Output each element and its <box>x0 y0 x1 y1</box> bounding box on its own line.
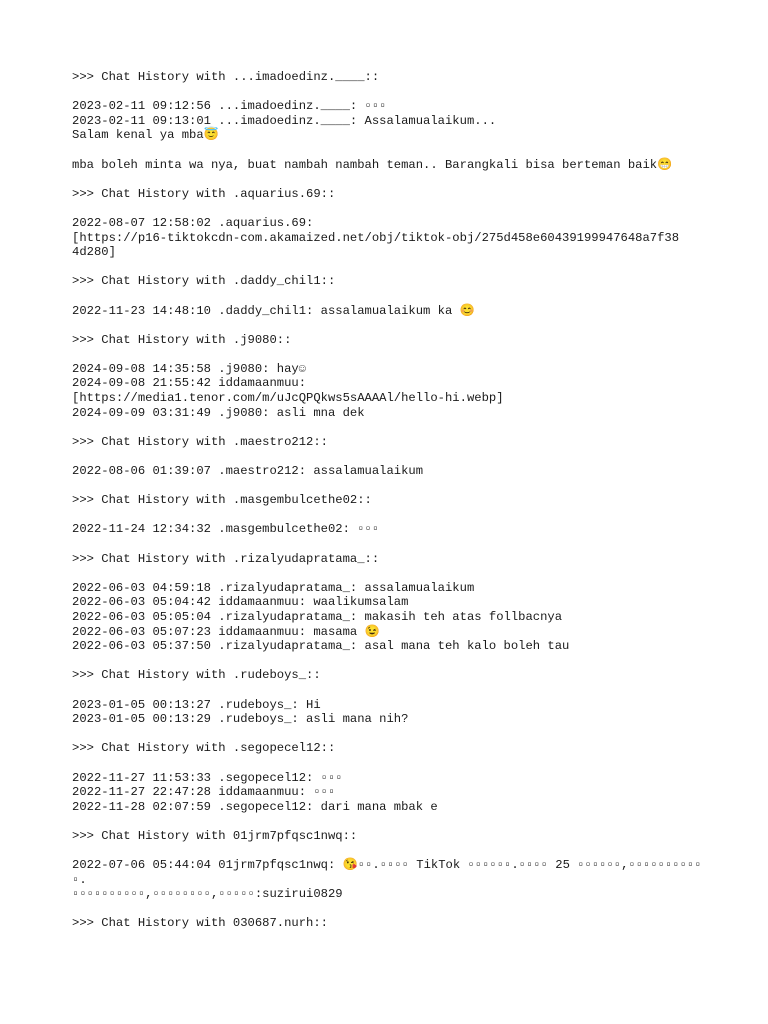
chat-history-document <box>72 70 712 931</box>
chat-line: 2022-06-03 05:37:50 .rizalyudapratama_: asal mana teh kalo boleh tau <box>72 639 570 654</box>
section-header: >>> Chat History with .maestro212:: <box>72 434 328 449</box>
chat-line: 2023-01-05 00:13:29 .rudeboys_: asli mana nih? <box>72 712 409 727</box>
section-header: >>> Chat History with ...imadoedinz.____:: <box>72 70 380 84</box>
chat-line: 2022-11-28 02:07:59 .segopecel12: dari mana mbak e <box>72 799 438 814</box>
chat-line: 2024-09-08 21:55:42 iddamaanmuu: <box>72 376 307 391</box>
chat-line: Salam kenal ya mba😇 <box>72 128 219 143</box>
section-header: >>> Chat History with 030687.nurh:: <box>72 916 328 931</box>
section-header: >>> Chat History with .j9080:: <box>72 332 292 347</box>
section-header: >>> Chat History with .rudeboys_:: <box>72 668 321 683</box>
section-header: >>> Chat History with .aquarius.69:: <box>72 186 336 201</box>
chat-line: 2023-02-11 09:13:01 ...imadoedinz.____: Assalamualaikum... <box>72 113 497 128</box>
chat-line: 2022-11-23 14:48:10 .daddy_chil1: assalamualaikum ka 😊 <box>72 303 475 318</box>
section-header: >>> Chat History with .segopecel12:: <box>72 741 336 756</box>
section-header: >>> Chat History with .rizalyudapratama_:: <box>72 551 380 566</box>
chat-line: ▫▫▫▫▫▫▫▫▫▫,▫▫▫▫▫▫▫▫,▫▫▫▫▫:suzirui0829 <box>72 887 343 902</box>
chat-line: 2022-11-24 12:34:32 .masgembulcethe02: ▫▫▫ <box>72 522 380 537</box>
section-header: >>> Chat History with .daddy_chil1:: <box>72 274 336 289</box>
chat-line: [https://p16-tiktokcdn-com.akamaized.net/obj/tiktok-obj/275d458e60439199947648a7f38 <box>72 230 680 245</box>
chat-line: 2022-08-07 12:58:02 .aquarius.69: <box>72 215 314 230</box>
section-header: >>> Chat History with .masgembulcethe02:: <box>72 493 372 508</box>
chat-line: 2024-09-08 14:35:58 .j9080: hay☺ <box>72 361 307 376</box>
chat-line: 2023-01-05 00:13:27 .rudeboys_: Hi <box>72 697 321 712</box>
chat-line: 2022-06-03 05:05:04 .rizalyudapratama_: makasih teh atas follbacnya <box>72 609 563 624</box>
chat-line: 2022-08-06 01:39:07 .maestro212: assalamualaikum <box>72 464 424 479</box>
chat-line: 2022-11-27 11:53:33 .segopecel12: ▫▫▫ <box>72 770 343 785</box>
chat-line: 2022-06-03 04:59:18 .rizalyudapratama_: assalamualaikum <box>72 580 475 595</box>
chat-line: 2024-09-09 03:31:49 .j9080: asli mna dek <box>72 405 365 420</box>
chat-line: 2022-06-03 05:04:42 iddamaanmuu: waalikumsalam <box>72 595 409 610</box>
chat-line: 2022-11-27 22:47:28 iddamaanmuu: ▫▫▫ <box>72 785 336 800</box>
chat-line: 2022-06-03 05:07:23 iddamaanmuu: masama 😉 <box>72 624 380 639</box>
chat-line: 2023-02-11 09:12:56 ...imadoedinz.____: ▫▫▫ <box>72 99 387 114</box>
chat-line: mba boleh minta wa nya, buat nambah nambah teman.. Barangkali bisa berteman baik😁 <box>72 157 673 172</box>
section-header: >>> Chat History with 01jrm7pfqsc1nwq:: <box>72 828 358 843</box>
chat-line: [https://media1.tenor.com/m/uJcQPQkws5sAAAAl/hello-hi.webp] <box>72 391 504 406</box>
chat-line: 4d280] <box>72 245 116 260</box>
chat-line: 2022-07-06 05:44:04 01jrm7pfqsc1nwq: 😘▫▫.▫▫▫▫ TikTok ▫▫▫▫▫▫.▫▫▫▫ 25 ▫▫▫▫▫▫,▫▫▫▫▫▫▫▫▫▫▫. <box>72 858 702 887</box>
